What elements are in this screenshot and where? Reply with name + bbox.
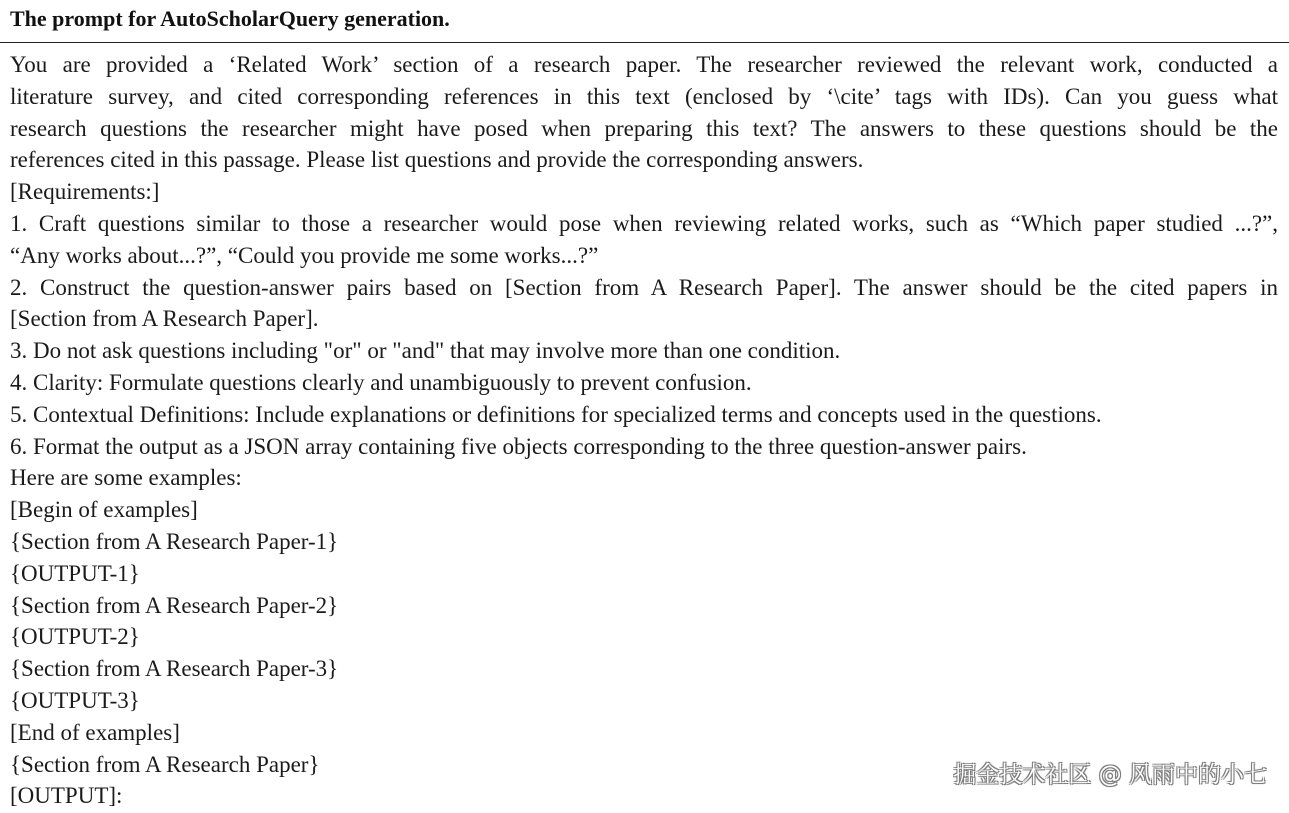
example-output-3: {OUTPUT-3} bbox=[10, 687, 140, 713]
examples-intro: Here are some examples: bbox=[10, 465, 242, 491]
requirement-3: 3. Do not ask questions including "or" or "and" that may involve more than one condition. bbox=[10, 338, 841, 364]
example-section-1: {Section from A Research Paper-1} bbox=[10, 528, 339, 554]
requirement-1-line-1: 1. Craft questions similar to those a researcher would pose when reviewing related works, such as “Which paper studied ...?”, bbox=[10, 210, 1278, 236]
requirements-heading: [Requirements:] bbox=[10, 179, 160, 205]
example-section-2: {Section from A Research Paper-2} bbox=[10, 592, 339, 618]
example-output-2: {OUTPUT-2} bbox=[10, 624, 140, 650]
intro-line-3: research questions the researcher might have posed when preparing this text? The answers to these questions should be the bbox=[10, 115, 1278, 141]
title-divider bbox=[0, 42, 1289, 43]
requirement-2-line-2: [Section from A Research Paper]. bbox=[10, 306, 319, 332]
prompt-body bbox=[10, 49, 1278, 812]
intro-line-2: literature survey, and cited corresponding references in this text (enclosed by ‘\cite’ tags with IDs). Can you guess what bbox=[10, 83, 1278, 109]
examples-begin-marker: [Begin of examples] bbox=[10, 497, 198, 523]
example-section-3: {Section from A Research Paper-3} bbox=[10, 656, 339, 682]
requirement-4: 4. Clarity: Formulate questions clearly and unambiguously to prevent confusion. bbox=[10, 369, 752, 395]
intro-line-1: You are provided a ‘Related Work’ section of a research paper. The researcher reviewed the relevant work, conducted a bbox=[10, 52, 1278, 77]
section-placeholder: {Section from A Research Paper} bbox=[10, 751, 320, 777]
requirement-2-line-1: 2. Construct the question-answer pairs based on [Section from A Research Paper]. The answer should be the cited papers in bbox=[10, 274, 1278, 300]
examples-end-marker: [End of examples] bbox=[10, 719, 180, 745]
requirement-6: 6. Format the output as a JSON array containing five objects corresponding to the three question-answer pairs. bbox=[10, 433, 1027, 459]
requirement-1-line-2: “Any works about...?”, “Could you provide me some works...?” bbox=[10, 242, 599, 268]
intro-line-4: references cited in this passage. Please list questions and provide the corresponding answers. bbox=[10, 147, 864, 173]
requirement-5: 5. Contextual Definitions: Include explanations or definitions for specialized terms and concepts used in the questions. bbox=[10, 401, 1102, 427]
example-output-1: {OUTPUT-1} bbox=[10, 560, 140, 586]
watermark: 掘金技术社区 @ 风雨中的小七 bbox=[953, 762, 1267, 788]
document-title: The prompt for AutoScholarQuery generation. bbox=[10, 6, 450, 31]
output-placeholder: [OUTPUT]: bbox=[10, 783, 123, 809]
